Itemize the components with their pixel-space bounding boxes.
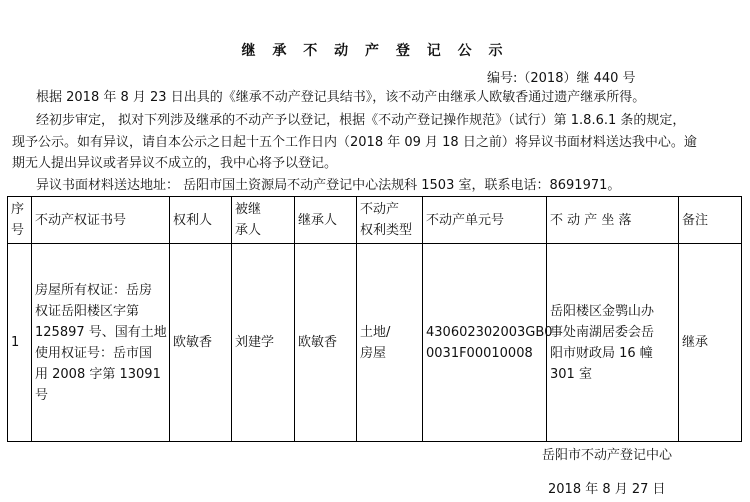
objection-address: 异议书面材料送达地址： 岳阳市国土资源局不动产登记中心法规科 1503 室，联系电话：8691971。 [36, 178, 621, 193]
cell-seq: 1 [8, 244, 32, 442]
header-type: 不动产 权利类型 [357, 197, 423, 244]
header-seq: 序 号 [8, 197, 32, 244]
cell-heir: 欧敏香 [295, 244, 357, 442]
cell-unit: 430602302003GB0 0031F00010008 [423, 244, 547, 442]
cell-holder: 欧敏香 [170, 244, 232, 442]
document-number: 编号:（2018）继 440 号 [487, 71, 636, 86]
paragraph-review-line1: 经初步审定， 拟对下列涉及继承的不动产予以登记，根据《不动产登记操作规范》（试行）第 1.8.6.1 条的规定， [36, 113, 686, 128]
cell-location: 岳阳楼区金鹗山办 事处南湖居委会岳 阳市财政局 16 幢 301 室 [547, 244, 679, 442]
header-heir: 继承人 [295, 197, 357, 244]
notice-title: 继 承 不 动 产 登 记 公 示 [241, 43, 509, 59]
cell-type: 土地/ 房屋 [357, 244, 423, 442]
table-row [8, 244, 742, 442]
header-deceased: 被继 承人 [232, 197, 295, 244]
registration-table [7, 196, 742, 442]
issue-date: 2018 年 8 月 27 日 [548, 482, 666, 497]
table-header-row [8, 197, 742, 244]
cell-deceased: 刘建学 [232, 244, 295, 442]
header-note: 备注 [679, 197, 742, 244]
cell-note: 继承 [679, 244, 742, 442]
header-location: 不 动 产 坐 落 [547, 197, 679, 244]
issuing-organization: 岳阳市不动产登记中心 [542, 448, 673, 463]
paragraph-review-line2: 现予公示。如有异议，请自本公示之日起十五个工作日内（2018 年 09 月 18 日之前）将异议书面材料送达我中心。逾 [12, 135, 697, 150]
header-unit: 不动产单元号 [423, 197, 547, 244]
paragraph-inheritance: 根据 2018 年 8 月 23 日出具的《继承不动产登记具结书》，该不动产由继承人欧敏香通过遗产继承所得。 [36, 90, 646, 105]
header-cert: 不动产权证书号 [32, 197, 170, 244]
cell-cert: 房屋所有权证：岳房 权证岳阳楼区字第 125897 号、国有土地 使用权证号：岳市国 用 2008 字第 13091 号 [32, 244, 170, 442]
header-holder: 权利人 [170, 197, 232, 244]
paragraph-review-line3: 期无人提出异议或者异议不成立的，我中心将予以登记。 [12, 156, 338, 171]
